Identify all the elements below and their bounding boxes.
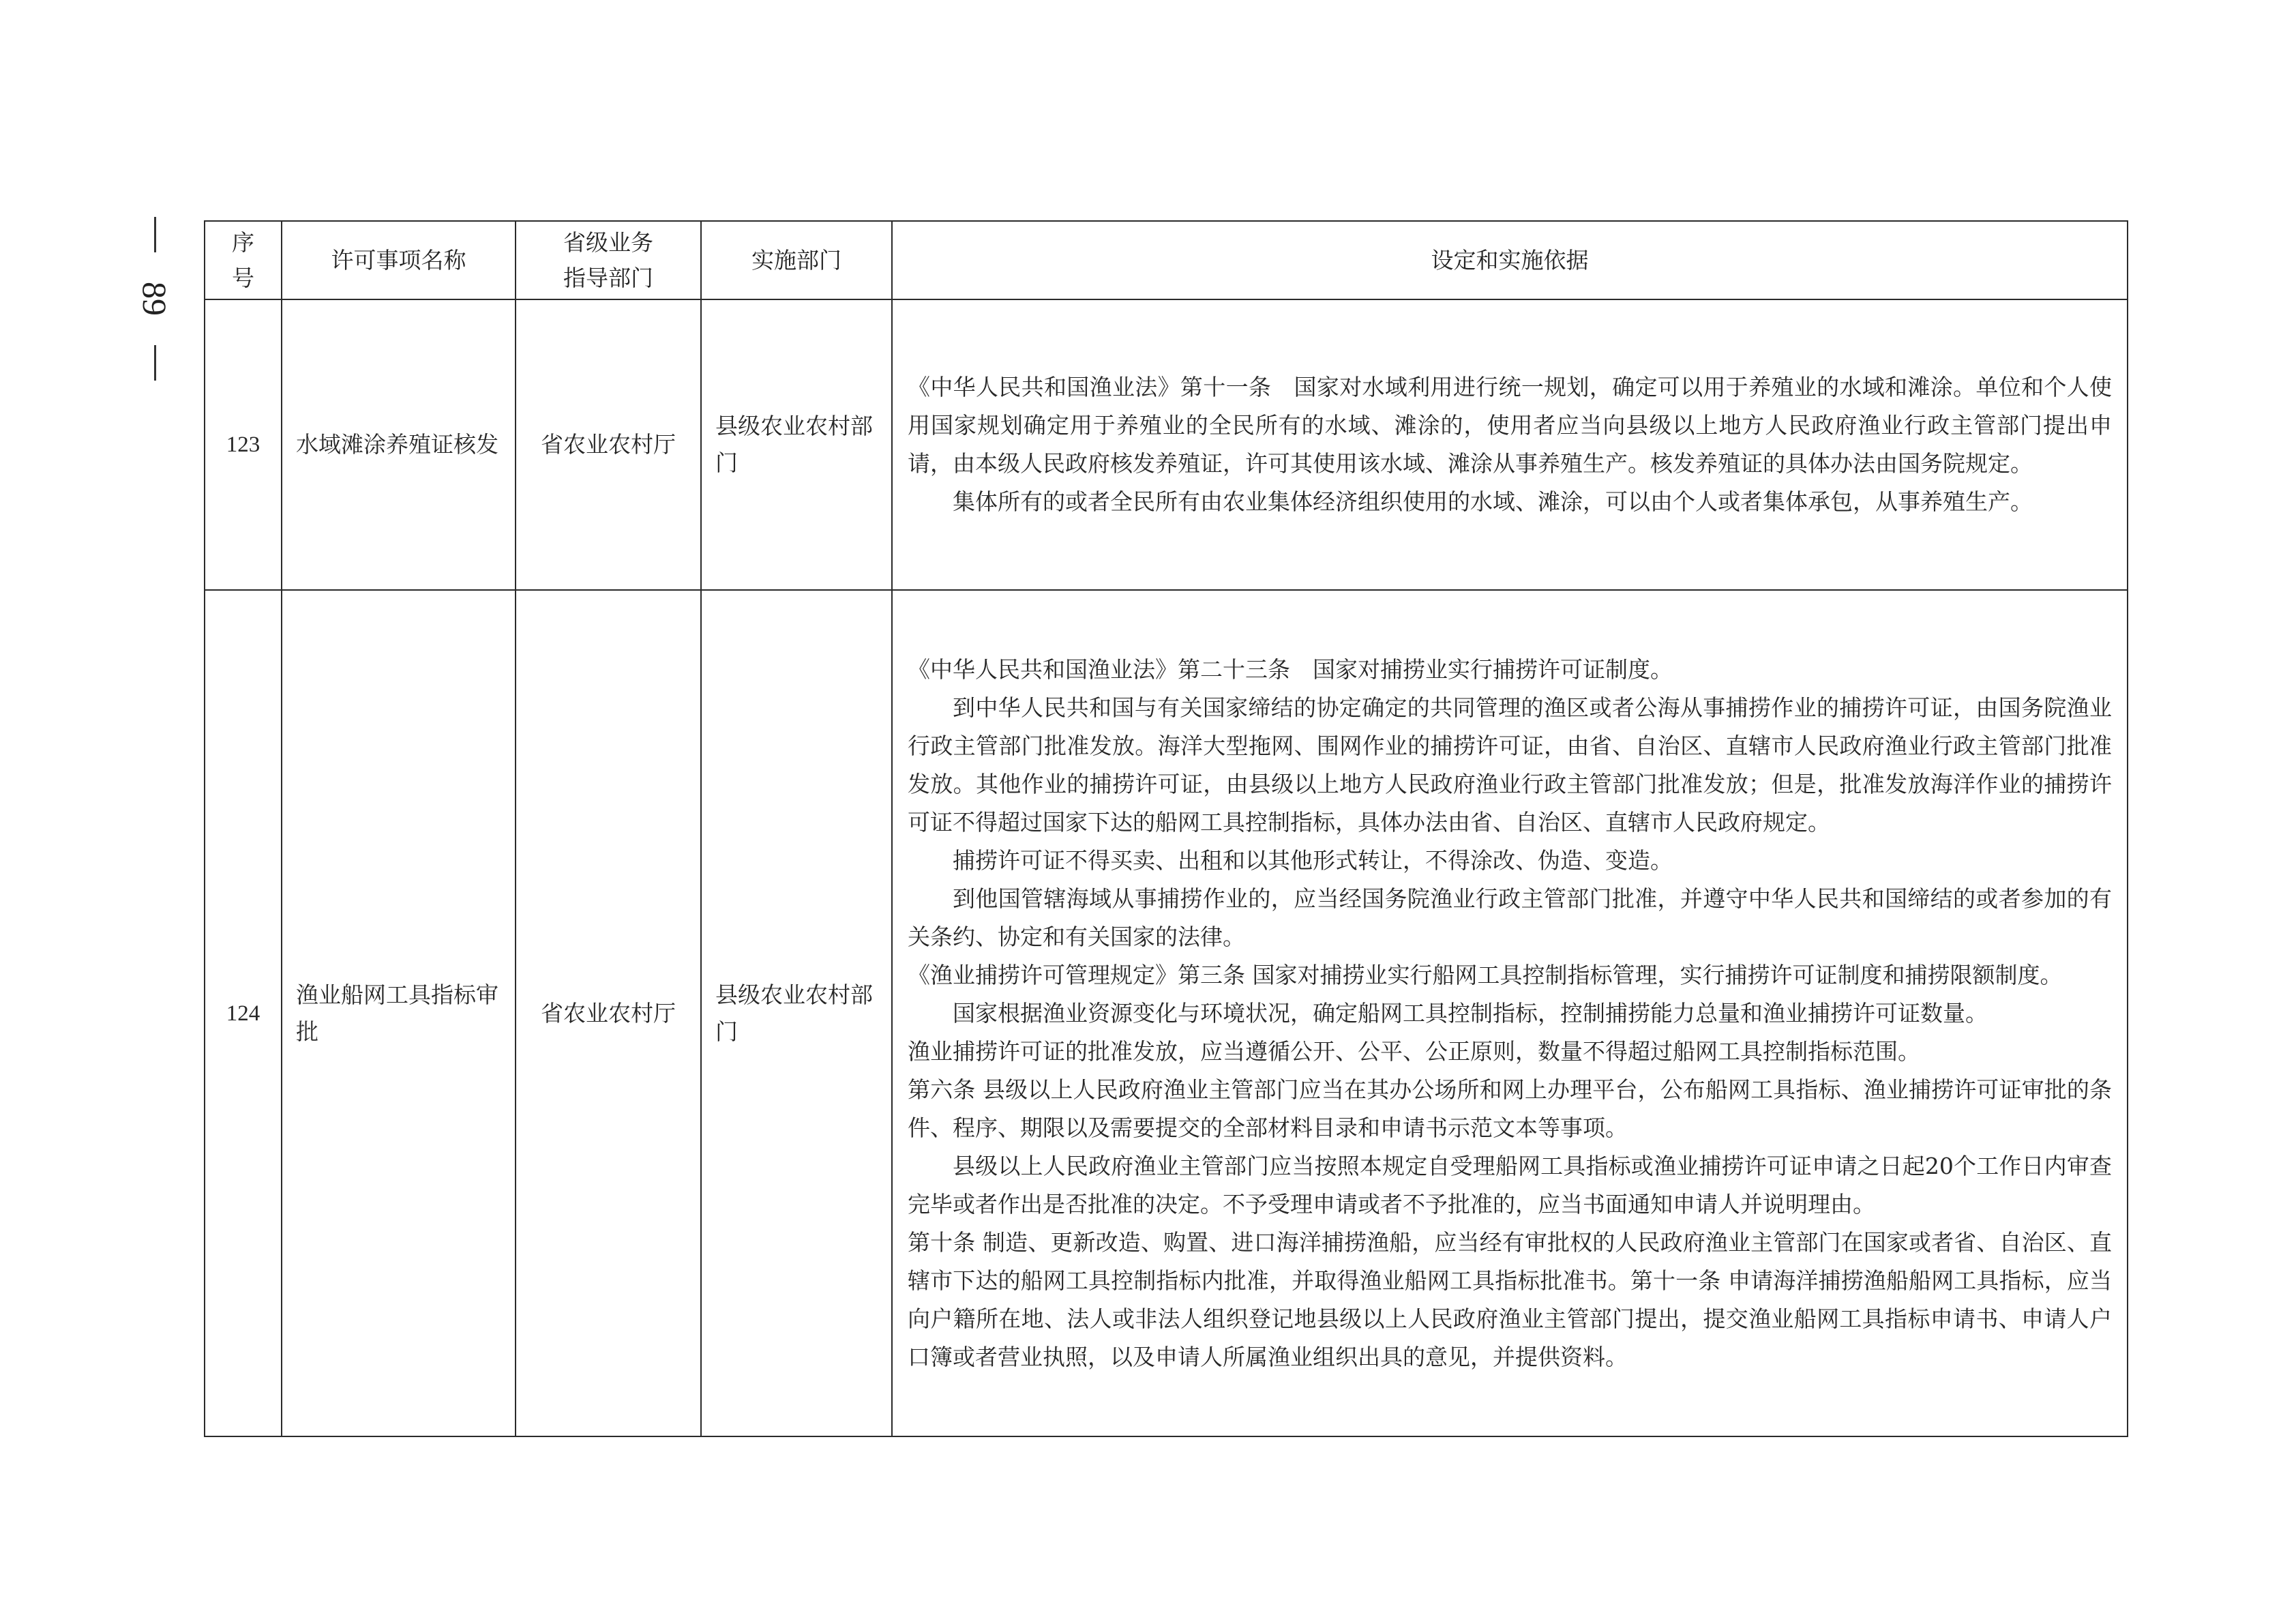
basis-paragraph: 到中华人民共和国与有关国家缔结的协定确定的共同管理的渔区或者公海从事捕捞作业的捕捞许可证，由国务院渔业行政主管部门批准发放。海洋大型拖网、围网作业的捕捞许可证，由省、自治区、直辖市人民政府渔业行政主管部门批准发放。其他作业的捕捞许可证，由县级以上地方人民政府渔业行政主管部门批准发放；但是，批准发放海洋作业的捕捞许可证不得超过国家下达的船网工具控制指标，具体办法由省、自治区、直辖市人民政府规定。 — [908, 694, 2112, 836]
legal-basis-cell — [892, 590, 2128, 1436]
table-header — [205, 221, 2128, 299]
header-name: 许可事项名称 — [282, 221, 516, 299]
basis-paragraph: 第十条 制造、更新改造、购置、进口海洋捕捞渔船，应当经有审批权的人民政府渔业主管部门在国家或者省、自治区、直辖市下达的船网工具控制指标内批准，并取得渔业船网工具指标批准书。第十一条 申请海洋捕捞渔船船网工具指标，应当向户籍所在地、法人或非法人组织登记地县级以上人民政府渔业主管部门提出，提交渔业船网工具指标申请书、申请人户口簿或者营业执照，以及申请人所属渔业组织出具的意见，并提供资料。 — [908, 1228, 2112, 1370]
header-impl: 实施部门 — [701, 221, 892, 299]
seq-cell: 124 — [205, 590, 282, 1436]
basis-paragraph: 捕捞许可证不得买卖、出租和以其他形式转让，不得涂改、伪造、变造。 — [953, 846, 1673, 874]
guidance-dept-cell: 省农业农村厅 — [516, 299, 701, 590]
table-row — [205, 590, 2128, 1436]
basis-paragraph: 《中华人民共和国渔业法》第二十三条 国家对捕捞业实行捕捞许可证制度。 — [908, 655, 1673, 683]
basis-paragraph: 《中华人民共和国渔业法》第十一条 国家对水域利用进行统一规划，确定可以用于养殖业的水域和滩涂。单位和个人使用国家规划确定用于养殖业的全民所有的水域、滩涂的，使用者应当向县级以上地方人民政府渔业行政主管部门提出申请，由本级人民政府核发养殖证，许可其使用该水域、滩涂从事养殖生产。核发养殖证的具体办法由国务院规定。 — [908, 374, 2112, 477]
page-number-dash-bottom — [154, 345, 156, 381]
basis-paragraph: 到他国管辖海域从事捕捞作业的，应当经国务院渔业行政主管部门批准，并遵守中华人民共和国缔结的或者参加的有关条约、协定和有关国家的法律。 — [908, 885, 2112, 950]
page-number-text: 89 — [136, 282, 174, 316]
basis-paragraph: 国家根据渔业资源变化与环境状况，确定船网工具控制指标，控制捕捞能力总量和渔业捕捞许可证数量。 — [953, 999, 1988, 1027]
basis-paragraph: 第六条 县级以上人民政府渔业主管部门应当在其办公场所和网上办理平台，公布船网工具指标、渔业捕捞许可证审批的条件、程序、期限以及需要提交的全部材料目录和申请书示范文本等事项。 — [908, 1076, 2112, 1141]
implementing-dept-cell: 县级农业农村部门 — [701, 590, 892, 1436]
seq-cell: 123 — [205, 299, 282, 590]
table-row — [205, 299, 2128, 590]
basis-paragraph: 县级以上人民政府渔业主管部门应当按照本规定自受理船网工具指标或渔业捕捞许可证申请之日起20个工作日内审查完毕或者作出是否批准的决定。不予受理申请或者不予批准的，应当书面通知申请人并说明理由。 — [908, 1152, 2112, 1217]
basis-paragraph: 《渔业捕捞许可管理规定》第三条 国家对捕捞业实行船网工具控制指标管理，实行捕捞许可证制度和捕捞限额制度。 — [908, 961, 2063, 988]
header-dept-line1: 省级业务 — [563, 228, 653, 256]
permit-table — [204, 220, 2128, 1437]
page-number — [124, 217, 185, 381]
table-body — [205, 299, 2128, 1436]
header-seq-line1: 序 — [232, 228, 254, 256]
header-seq — [205, 221, 282, 299]
implementing-dept-cell: 县级农业农村部门 — [701, 299, 892, 590]
header-dept — [516, 221, 701, 299]
basis-paragraph: 渔业捕捞许可证的批准发放，应当遵循公开、公平、公正原则，数量不得超过船网工具控制指标范围。 — [908, 1037, 1920, 1065]
header-dept-line2: 指导部门 — [563, 264, 653, 291]
legal-basis-cell — [892, 299, 2128, 590]
header-row — [205, 221, 2128, 299]
permit-name-cell: 水域滩涂养殖证核发 — [282, 299, 516, 590]
header-seq-line2: 号 — [232, 264, 254, 291]
permit-name-cell: 渔业船网工具指标审批 — [282, 590, 516, 1436]
guidance-dept-cell: 省农业农村厅 — [516, 590, 701, 1436]
basis-paragraph: 集体所有的或者全民所有由农业集体经济组织使用的水域、滩涂，可以由个人或者集体承包，从事养殖生产。 — [953, 488, 2033, 515]
header-basis: 设定和实施依据 — [892, 221, 2128, 299]
page-number-dash-top — [154, 217, 156, 252]
